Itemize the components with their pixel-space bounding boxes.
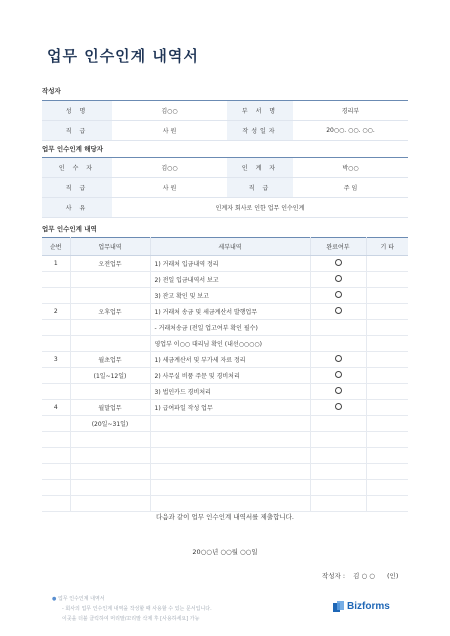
row-task xyxy=(70,496,150,512)
writer-row xyxy=(42,121,408,141)
row-number xyxy=(42,480,70,496)
row-done xyxy=(310,464,366,480)
row-task: 오후업무 xyxy=(70,304,150,320)
row-number xyxy=(42,496,70,512)
rank-value: 사 원 xyxy=(112,121,227,141)
row-etc xyxy=(366,464,408,480)
completed-circle-icon xyxy=(335,259,342,266)
row-number: 2 xyxy=(42,304,70,320)
row-task xyxy=(70,272,150,288)
footer-line-1: - 회사의 업무 인수인계 내역을 작성할 때 사용할 수 있는 문서입니다. xyxy=(62,606,212,612)
table-row xyxy=(42,336,408,352)
row-task xyxy=(70,384,150,400)
bizforms-logo xyxy=(333,601,390,612)
row-number xyxy=(42,448,70,464)
row-etc xyxy=(366,352,408,368)
receiver-value: 김○○ xyxy=(112,158,227,178)
completed-circle-icon xyxy=(335,387,342,394)
rank-label: 직 급 xyxy=(42,121,112,141)
row-task: 월말업무 xyxy=(70,400,150,416)
row-number xyxy=(42,464,70,480)
header-detail: 세부내역 xyxy=(150,238,310,256)
table-row xyxy=(42,320,408,336)
bizforms-logo-text: Bizforms xyxy=(347,601,390,612)
handover-rank-value: 주 임 xyxy=(293,178,408,198)
row-done xyxy=(310,432,366,448)
row-task xyxy=(70,320,150,336)
header-etc: 기 타 xyxy=(366,238,408,256)
table-row xyxy=(42,416,408,432)
row-number xyxy=(42,384,70,400)
name-value: 김○○ xyxy=(112,101,227,121)
row-etc xyxy=(366,320,408,336)
department-label: 부 서 명 xyxy=(227,101,293,121)
row-done xyxy=(310,272,366,288)
completed-circle-icon xyxy=(335,275,342,282)
row-done xyxy=(310,416,366,432)
row-done xyxy=(310,256,366,272)
row-etc xyxy=(366,448,408,464)
row-task xyxy=(70,448,150,464)
completed-circle-icon xyxy=(335,403,342,410)
receiver-rank-label: 직 급 xyxy=(42,178,112,198)
receiver-rank-value: 사 원 xyxy=(112,178,227,198)
target-row xyxy=(42,178,408,198)
table-row xyxy=(42,288,408,304)
row-task: 오전업무 xyxy=(70,256,150,272)
row-done xyxy=(310,304,366,320)
reason-label: 사 유 xyxy=(42,198,112,218)
table-row xyxy=(42,464,408,480)
writer-table xyxy=(42,100,408,141)
row-done xyxy=(310,288,366,304)
row-number xyxy=(42,288,70,304)
row-etc xyxy=(366,256,408,272)
name-label: 성 명 xyxy=(42,101,112,121)
row-etc xyxy=(366,416,408,432)
row-task xyxy=(70,464,150,480)
table-row xyxy=(42,304,408,320)
details-header-row xyxy=(42,238,408,256)
row-detail: 3) 잔고 확인 및 보고 xyxy=(150,288,310,304)
row-detail: 영업부 이○○ 대리님 확인 (내선○○○○) xyxy=(150,336,310,352)
footer-line-2: 이곳을 더블 클릭하여 머리말/꼬리말 삭제 후 [사용하세요] 가능 xyxy=(62,616,200,622)
completed-circle-icon xyxy=(335,371,342,378)
row-etc xyxy=(366,368,408,384)
table-row xyxy=(42,272,408,288)
row-number xyxy=(42,432,70,448)
table-row xyxy=(42,400,408,416)
row-done xyxy=(310,448,366,464)
handover-value: 박○○ xyxy=(293,158,408,178)
row-number xyxy=(42,416,70,432)
signature-name: 김 ○ ○ xyxy=(353,572,375,580)
row-etc xyxy=(366,496,408,512)
row-number xyxy=(42,320,70,336)
reason-row xyxy=(42,198,408,218)
completed-circle-icon xyxy=(335,355,342,362)
row-etc xyxy=(366,304,408,320)
header-task: 업무내역 xyxy=(70,238,150,256)
row-task xyxy=(70,480,150,496)
details-section-label: 업무 인수인계 내역 xyxy=(42,225,97,233)
header-done: 완료여부 xyxy=(310,238,366,256)
completed-circle-icon xyxy=(335,291,342,298)
signature-label: 작성자 : xyxy=(322,572,346,580)
row-done xyxy=(310,400,366,416)
table-row xyxy=(42,448,408,464)
row-task: 월초업무 xyxy=(70,352,150,368)
row-number xyxy=(42,368,70,384)
row-done xyxy=(310,496,366,512)
row-task: (1일~12일) xyxy=(70,368,150,384)
submit-date: 20○○년 ○○월 ○○일 xyxy=(192,548,258,556)
row-detail xyxy=(150,464,310,480)
table-row xyxy=(42,368,408,384)
row-etc xyxy=(366,480,408,496)
row-detail: - 거래처송금 (전일 업고여부 확인 필수) xyxy=(150,320,310,336)
row-etc xyxy=(366,432,408,448)
row-number: 1 xyxy=(42,256,70,272)
target-row xyxy=(42,158,408,178)
target-section-label: 업무 인수인계 해당자 xyxy=(42,145,104,153)
row-detail xyxy=(150,496,310,512)
department-value: 경리부 xyxy=(293,101,408,121)
row-task xyxy=(70,336,150,352)
row-done xyxy=(310,320,366,336)
row-etc xyxy=(366,272,408,288)
row-done xyxy=(310,384,366,400)
reason-value: 인계자 회사로 인한 업무 인수인계 xyxy=(112,198,408,218)
document-title: 업무 인수인계 내역서 xyxy=(47,47,199,65)
receiver-label: 인 수 자 xyxy=(42,158,112,178)
row-task xyxy=(70,288,150,304)
footer-note xyxy=(52,594,212,624)
row-detail xyxy=(150,448,310,464)
row-detail: 2) 사무실 비품 주문 및 경비처리 xyxy=(150,368,310,384)
row-number: 4 xyxy=(42,400,70,416)
handover-label: 인 계 자 xyxy=(227,158,293,178)
submit-statement: 다음과 같이 업무 인수인계 내역서를 제출합니다. xyxy=(156,513,294,521)
row-detail: 1) 거래처 입금내역 정리 xyxy=(150,256,310,272)
row-number xyxy=(42,336,70,352)
row-detail: 1) 세금계산서 및 부가세 자료 정리 xyxy=(150,352,310,368)
row-etc xyxy=(366,336,408,352)
details-table xyxy=(42,237,408,512)
completed-circle-icon xyxy=(335,307,342,314)
row-done xyxy=(310,336,366,352)
row-done xyxy=(310,352,366,368)
row-detail: 3) 법인카드 경비처리 xyxy=(150,384,310,400)
row-detail xyxy=(150,416,310,432)
row-detail: 1) 급여파일 작성 업무 xyxy=(150,400,310,416)
table-row xyxy=(42,480,408,496)
writer-row xyxy=(42,101,408,121)
row-detail: 2) 전일 입금내역서 보고 xyxy=(150,272,310,288)
row-done xyxy=(310,480,366,496)
target-table xyxy=(42,157,408,218)
row-done xyxy=(310,368,366,384)
row-task: (20일~31일) xyxy=(70,416,150,432)
bullet-icon: ● xyxy=(52,596,57,602)
writer-section-label: 작성자 xyxy=(42,87,61,95)
handover-rank-label: 직 급 xyxy=(227,178,293,198)
row-task xyxy=(70,432,150,448)
footer-heading: 업무 인수인계 내역서 xyxy=(57,596,105,602)
table-row xyxy=(42,496,408,512)
signature-line xyxy=(322,571,398,580)
date-label: 작성일자 xyxy=(227,121,293,141)
row-etc xyxy=(366,400,408,416)
row-etc xyxy=(366,384,408,400)
row-detail xyxy=(150,432,310,448)
signature-seal: (인) xyxy=(387,572,399,580)
row-number xyxy=(42,272,70,288)
date-value: 20○○. ○○. ○○. xyxy=(293,121,408,141)
table-row xyxy=(42,432,408,448)
bizforms-logo-icon xyxy=(333,601,344,612)
table-row xyxy=(42,384,408,400)
header-no: 순번 xyxy=(42,238,70,256)
row-number: 3 xyxy=(42,352,70,368)
table-row xyxy=(42,256,408,272)
row-etc xyxy=(366,288,408,304)
row-detail xyxy=(150,480,310,496)
row-detail: 1) 거래처 송금 및 세금계산서 발행업무 xyxy=(150,304,310,320)
table-row xyxy=(42,352,408,368)
